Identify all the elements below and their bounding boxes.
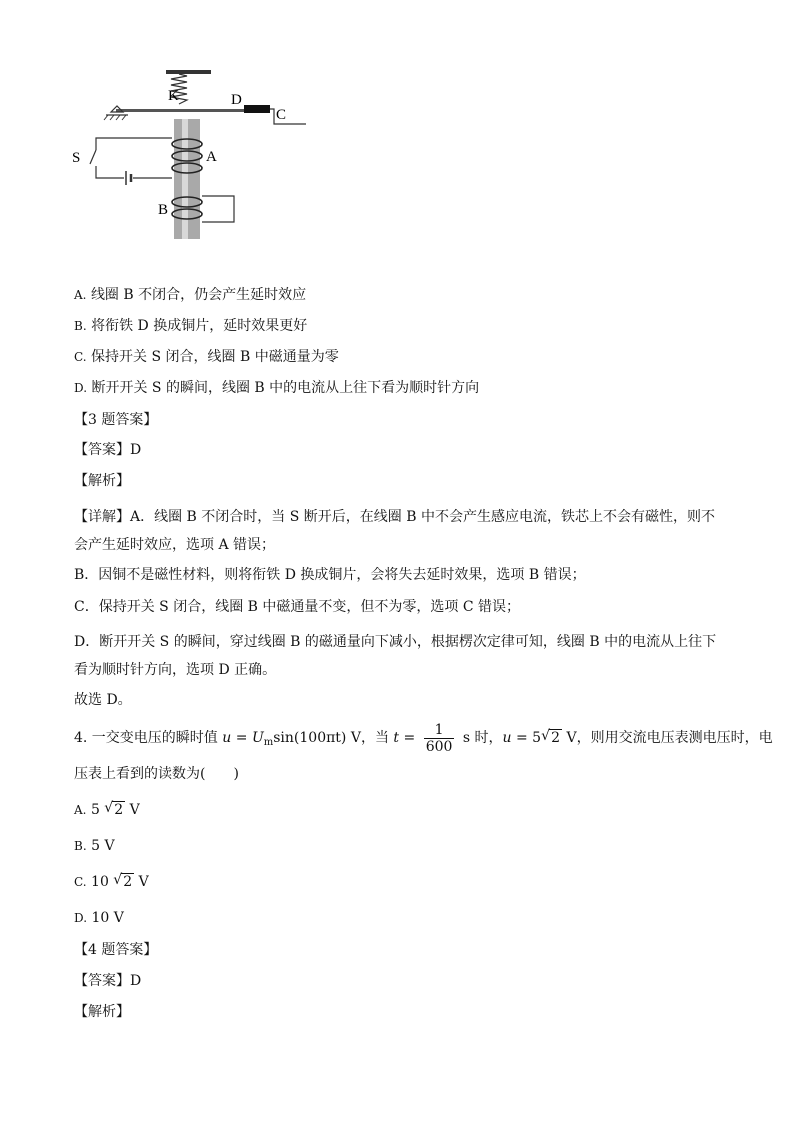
q3-detail-d: D．断开开关 S 的瞬间，穿过线圈 B 的磁通量向下减小，根据楞次定律可知，线圈 B 中的电流从上往下看为顺时针方向，选项 D 正确。 xyxy=(74,634,717,678)
q4-stem-line1: 4. 一交变电压的瞬时值 $u = U_m\sin(100\pi t)$ V，当 t = $\frac{1}{600}$ s 时，u = 5 √ 2 V，则用交流电压表测电压时，电 xyxy=(74,721,773,755)
q4-option-a: A. 5 √ 2 V xyxy=(74,800,140,818)
contact-d xyxy=(244,105,270,113)
q4-option-d: D. 10 V xyxy=(74,910,124,926)
q4-fraction: $\frac{1}{600}$ xyxy=(425,721,453,755)
q4-answer: 【答案】D xyxy=(74,973,142,989)
label-k: K xyxy=(168,88,179,104)
label-b: B xyxy=(158,202,169,218)
armature-bar xyxy=(116,109,251,112)
coil-b-loop xyxy=(202,196,234,222)
q3-detail-a: 【详解】A．线圈 B 不闭合时，当 S 断开后，在线圈 B 中不会产生感应电流，铁芯上不会有磁性，则不会产生延时效应，选项 A 错误； xyxy=(74,509,715,553)
q3-conclusion: 故选 D。 xyxy=(74,692,132,708)
q4-option-c: C. 10 √ 2 V xyxy=(74,872,149,890)
label-c: C xyxy=(276,107,287,123)
label-d: D xyxy=(231,92,242,108)
relay-diagram xyxy=(66,64,316,244)
q3-option-b: B. 将衔铁 D 换成铜片，延时效果更好 xyxy=(74,318,308,334)
circuit-wire-top xyxy=(96,138,172,150)
iron-core-highlight xyxy=(182,119,188,239)
q4-option-b: B. 5 V xyxy=(74,838,115,854)
label-a: A xyxy=(206,149,217,165)
q4-stem-line2: 压表上看到的读数为( ) xyxy=(74,766,239,782)
top-bracket xyxy=(166,70,211,74)
q4-analysis-header: 【解析】 xyxy=(74,1004,130,1020)
label-s: S xyxy=(72,150,81,166)
q3-option-c: C. 保持开关 S 闭合，线圈 B 中磁通量为零 xyxy=(74,349,339,365)
q3-detail-b: B．因铜不是磁性材料，则将衔铁 D 换成铜片，会将失去延时效果，选项 B 错误； xyxy=(74,567,586,583)
q4-answer-header: 【4 题答案】 xyxy=(74,942,158,958)
q3-detail-c: C．保持开关 S 闭合，线圈 B 中磁通量不变，但不为零，选项 C 错误； xyxy=(74,599,521,615)
q3-answer: 【答案】D xyxy=(74,442,142,458)
switch-s xyxy=(90,150,96,164)
q3-option-a: A. 线圈 B 不闭合，仍会产生延时效应 xyxy=(74,287,307,303)
q4-sqrt: √ 2 xyxy=(541,728,561,746)
q3-option-d: D. 断开开关 S 的瞬间，线圈 B 中的电流从上往下看为顺时针方向 xyxy=(74,380,480,396)
q3-analysis-header: 【解析】 xyxy=(74,473,130,489)
q3-answer-header: 【3 题答案】 xyxy=(74,412,158,428)
